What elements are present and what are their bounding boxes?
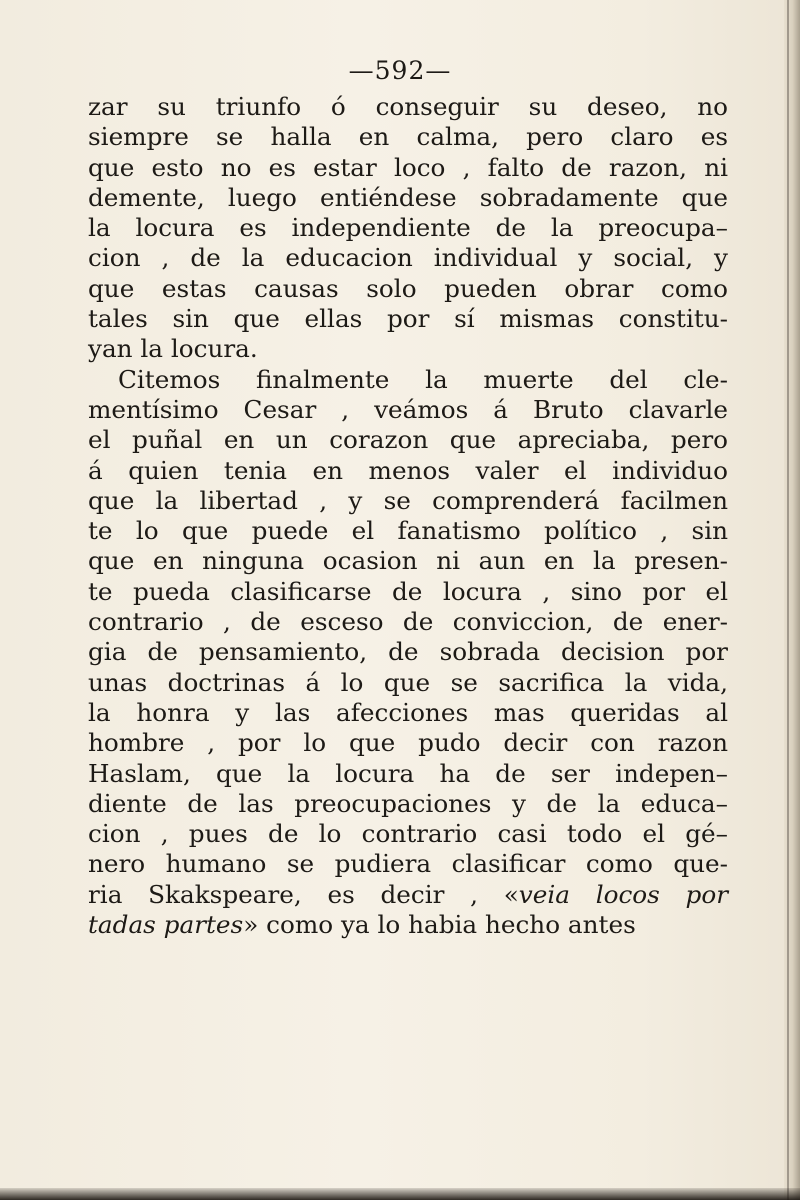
body-text [88,92,728,940]
text-line: unas doctrinas á lo que se sacrifica la vida, [88,667,728,697]
text-line: diente de las preocupaciones y de la educa– [88,788,728,818]
text-line: te pueda clasificarse de locura , sino por el [88,576,728,606]
text-line: que estas causas solo pueden obrar como [88,273,728,303]
text-line: cion , pues de lo contrario casi todo el gé– [88,819,728,849]
text-line-final [88,910,728,940]
text-line: hombre , por lo que pudo decir con razon [88,728,728,758]
text-line: la honra y las afecciones mas queridas al [88,697,728,727]
text-line: el puñal en un corazon que apreciaba, pero [88,425,728,455]
page-edge-line [787,0,789,1200]
quote-lead-text: ria Skakspeare, es decir , « [88,879,519,909]
text-line: nero humano se pudiera clasificar como que- [88,849,728,879]
page-number: —592— [348,56,452,85]
text-line: zar su triunfo ó conseguir su deseo, no [88,92,728,121]
text-line: siempre se halla en calma, pero claro es [88,122,728,152]
page-bottom-edge [0,1188,800,1200]
text-line: la locura es independiente de la preocupa– [88,213,728,243]
text-line-with-quote [88,880,728,910]
text-line: tales sin que ellas por sí mismas constitu- [88,304,728,334]
text-line: cion , de la educacion individual y social, y [88,243,728,273]
text-line: contrario , de esceso de conviccion, de ener- [88,607,728,637]
text-line: á quien tenia en menos valer el individuo [88,455,728,485]
text-line: Haslam, que la locura ha de ser indepen– [88,758,728,788]
text-line: mentísimo Cesar , veámos á Bruto clavarle [88,394,728,424]
text-line: te lo que puede el fanatismo político , sin [88,516,728,546]
quote-italic-continuation: tadas partes [88,910,244,940]
quote-italic-text: veia locos por [518,879,728,909]
text-line: que en ninguna ocasion ni aun en la presen- [88,546,728,576]
quote-tail-text: » como ya lo habia hecho antes [243,910,636,940]
paragraph-start-line: Citemos finalmente la muerte del cle- [118,364,728,394]
text-line: gia de pensamiento, de sobrada decision por [88,637,728,667]
text-line: que la libertad , y se comprenderá facilmen [88,485,728,515]
text-line: yan la locura. [88,334,258,364]
text-line: que esto no es estar loco , falto de razon, ni [88,152,728,182]
text-line: demente, luego entiéndese sobradamente que [88,182,728,212]
